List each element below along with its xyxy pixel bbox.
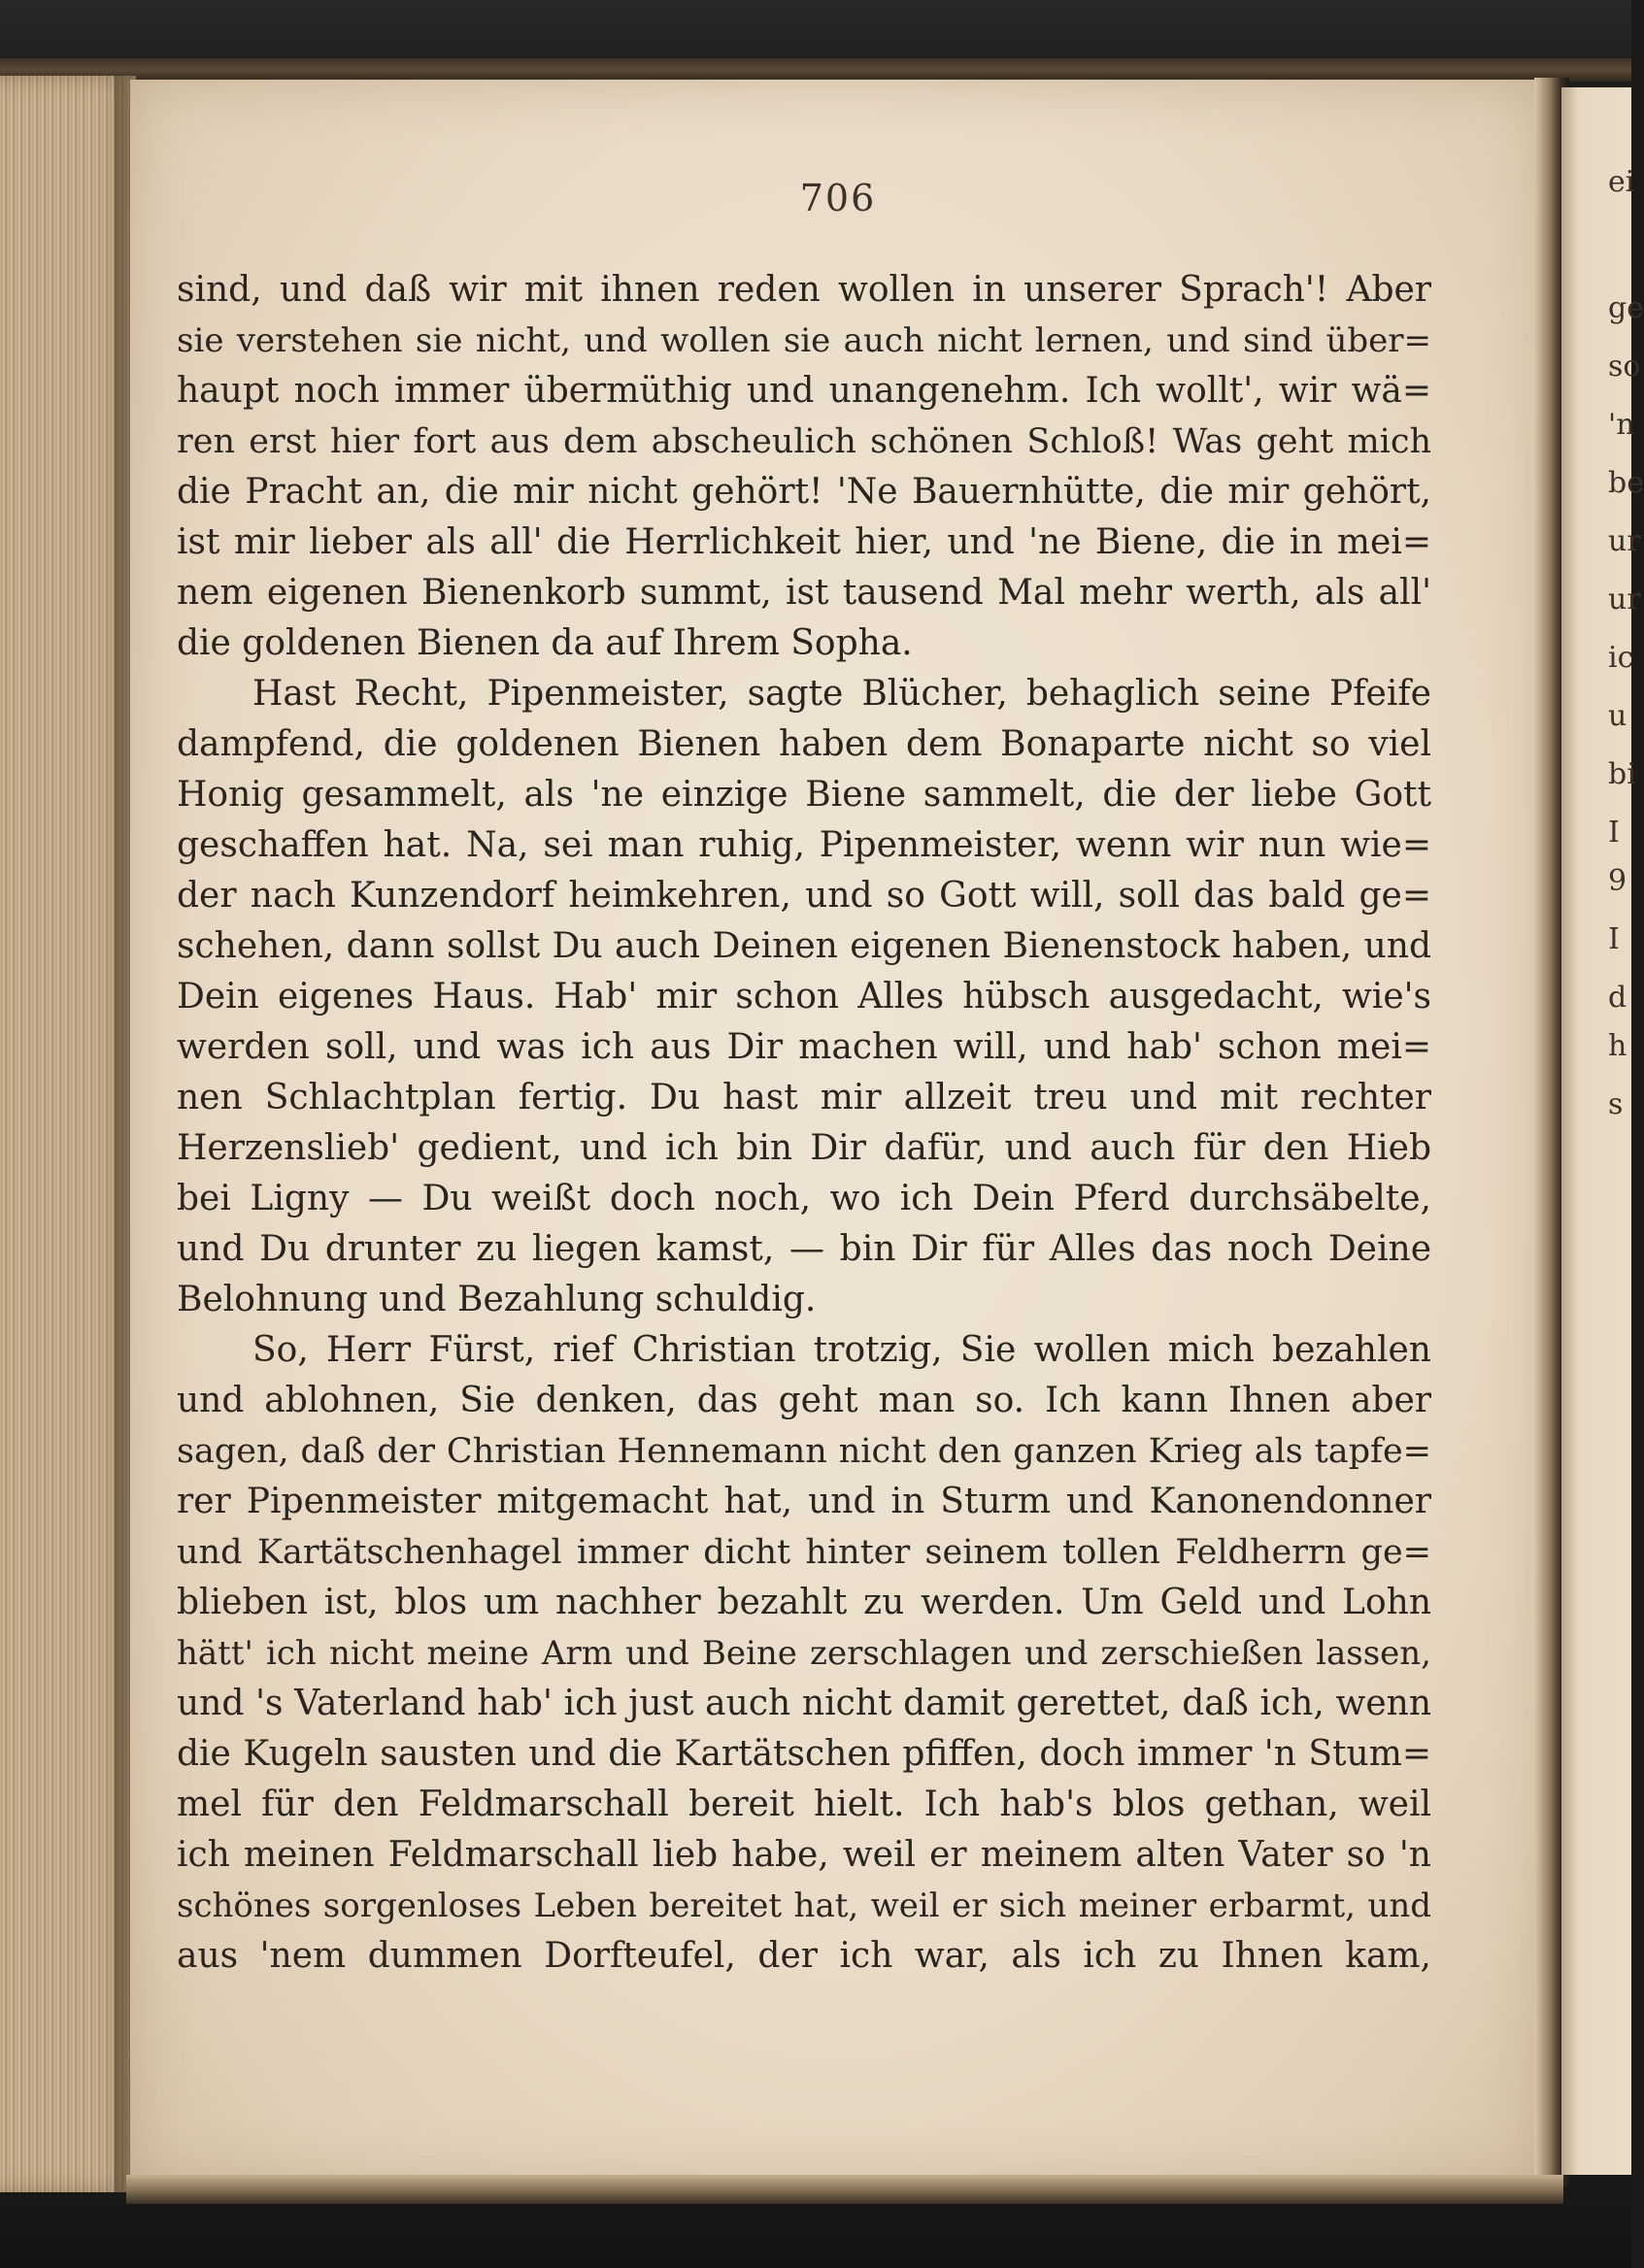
text-line: blieben ist, blos um nachher bezahlt zu werden. Um Geld und Lohn <box>177 1583 1431 1622</box>
facing-page-fragment: 'n <box>1608 408 1635 442</box>
text-line: ren erst hier fort aus dem abscheulich schönen Schloß! Was geht mich <box>177 422 1431 461</box>
text-line: und Kartätschenhagel immer dicht hinter seinem tollen Feldherrn ge= <box>177 1533 1431 1572</box>
text-line: dampfend, die goldenen Bienen haben dem Bonaparte nicht so viel <box>177 724 1431 764</box>
facing-page-fragment: ur <box>1608 524 1641 558</box>
book-cover-edge <box>0 58 1631 82</box>
text-line: mel für den Feldmarschall bereit hielt. Ich hab's blos gethan, weil <box>177 1784 1431 1824</box>
facing-page-edge <box>1561 87 1644 2175</box>
facing-page-fragment: u <box>1608 699 1627 733</box>
text-line: und Du drunter zu liegen kamst, — bin Dir für Alles das noch Deine <box>177 1229 1431 1269</box>
facing-page-fragment: so <box>1608 350 1641 384</box>
text-line: und ablohnen, Sie denken, das geht man so. Ich kann Ihnen aber <box>177 1381 1431 1420</box>
text-line: So, Herr Fürst, rief Christian trotzig, Sie wollen mich bezahlen <box>252 1330 1431 1370</box>
text-line: die goldenen Bienen da auf Ihrem Sopha. <box>177 623 913 663</box>
text-line: werden soll, und was ich aus Dir machen will, und hab' schon mei= <box>177 1027 1431 1067</box>
text-line: Herzenslieb' gedient, und ich bin Dir dafür, und auch für den Hieb <box>177 1128 1431 1168</box>
page-text <box>177 265 1431 1982</box>
text-line: aus 'nem dummen Dorfteufel, der ich war, als ich zu Ihnen kam, <box>177 1936 1431 1976</box>
text-line: der nach Kunzendorf heimkehren, und so Gott will, soll das bald ge= <box>177 876 1431 916</box>
page-bottom-edge <box>126 2175 1563 2204</box>
text-line: Honig gesammelt, als 'ne einzige Biene sammelt, die der liebe Gott <box>177 775 1431 815</box>
text-line: Dein eigenes Haus. Hab' mir schon Alles hübsch ausgedacht, wie's <box>177 977 1431 1017</box>
text-line: nen Schlachtplan fertig. Du hast mir allzeit treu und mit rechter <box>177 1078 1431 1117</box>
text-line: sie verstehen sie nicht, und wollen sie auch nicht lernen, und sind über= <box>177 321 1431 360</box>
facing-page-fragment: I <box>1608 816 1620 850</box>
text-line: und 's Vaterland hab' ich just auch nicht damit gerettet, daß ich, wenn <box>177 1684 1431 1723</box>
facing-page-fragment: bi <box>1608 757 1636 791</box>
facing-page-fragment: be <box>1608 466 1644 500</box>
facing-page-fragment: ge <box>1608 291 1644 325</box>
facing-page-fragment: d <box>1608 981 1627 1015</box>
facing-page-fragment: ei <box>1608 165 1635 199</box>
facing-page-fragment: h <box>1608 1029 1627 1063</box>
facing-page-fragment: 9 <box>1608 864 1627 898</box>
text-line: Hast Recht, Pipenmeister, sagte Blücher, behaglich seine Pfeife <box>252 674 1431 714</box>
text-line: bei Ligny — Du weißt doch noch, wo ich Dein Pferd durchsäbelte, <box>177 1179 1431 1218</box>
facing-page-fragment: ur <box>1608 583 1641 617</box>
text-line: sind, und daß wir mit ihnen reden wollen in unserer Sprach'! Aber <box>177 270 1431 310</box>
text-line: rer Pipenmeister mitgemacht hat, und in Sturm und Kanonendonner <box>177 1482 1431 1521</box>
facing-page-fragment: ic <box>1608 641 1634 675</box>
facing-page-fragment: I <box>1608 922 1620 956</box>
text-line: haupt noch immer übermüthig und unangenehm. Ich wollt', wir wä= <box>177 371 1431 411</box>
text-line: die Kugeln sausten und die Kartätschen pfiffen, doch immer 'n Stum= <box>177 1734 1431 1774</box>
text-line: ich meinen Feldmarschall lieb habe, weil er meinem alten Vater so 'n <box>177 1835 1431 1875</box>
facing-page-fragment: s <box>1608 1087 1624 1121</box>
text-line: schehen, dann sollst Du auch Deinen eigenen Bienenstock haben, und <box>177 926 1431 966</box>
text-line: nem eigenen Bienenkorb summt, ist tausend Mal mehr werth, als all' <box>177 573 1431 613</box>
text-line: sagen, daß der Christian Hennemann nicht den ganzen Krieg als tapfe= <box>177 1432 1431 1471</box>
text-line: schönes sorgenloses Leben bereitet hat, weil er sich meiner erbarmt, und <box>177 1886 1431 1925</box>
text-line: geschaffen hat. Na, sei man ruhig, Pipenmeister, wenn wir nun wie= <box>177 825 1431 865</box>
text-line: ist mir lieber als all' die Herrlichkeit hier, und 'ne Biene, die in mei= <box>177 522 1431 562</box>
page-number: 706 <box>799 177 877 219</box>
text-line: Belohnung und Bezahlung schuldig. <box>177 1280 817 1319</box>
text-line: hätt' ich nicht meine Arm und Beine zerschlagen und zerschießen lassen, <box>177 1634 1431 1673</box>
text-line: die Pracht an, die mir nicht gehört! 'Ne Bauernhütte, die mir gehört, <box>177 472 1431 512</box>
